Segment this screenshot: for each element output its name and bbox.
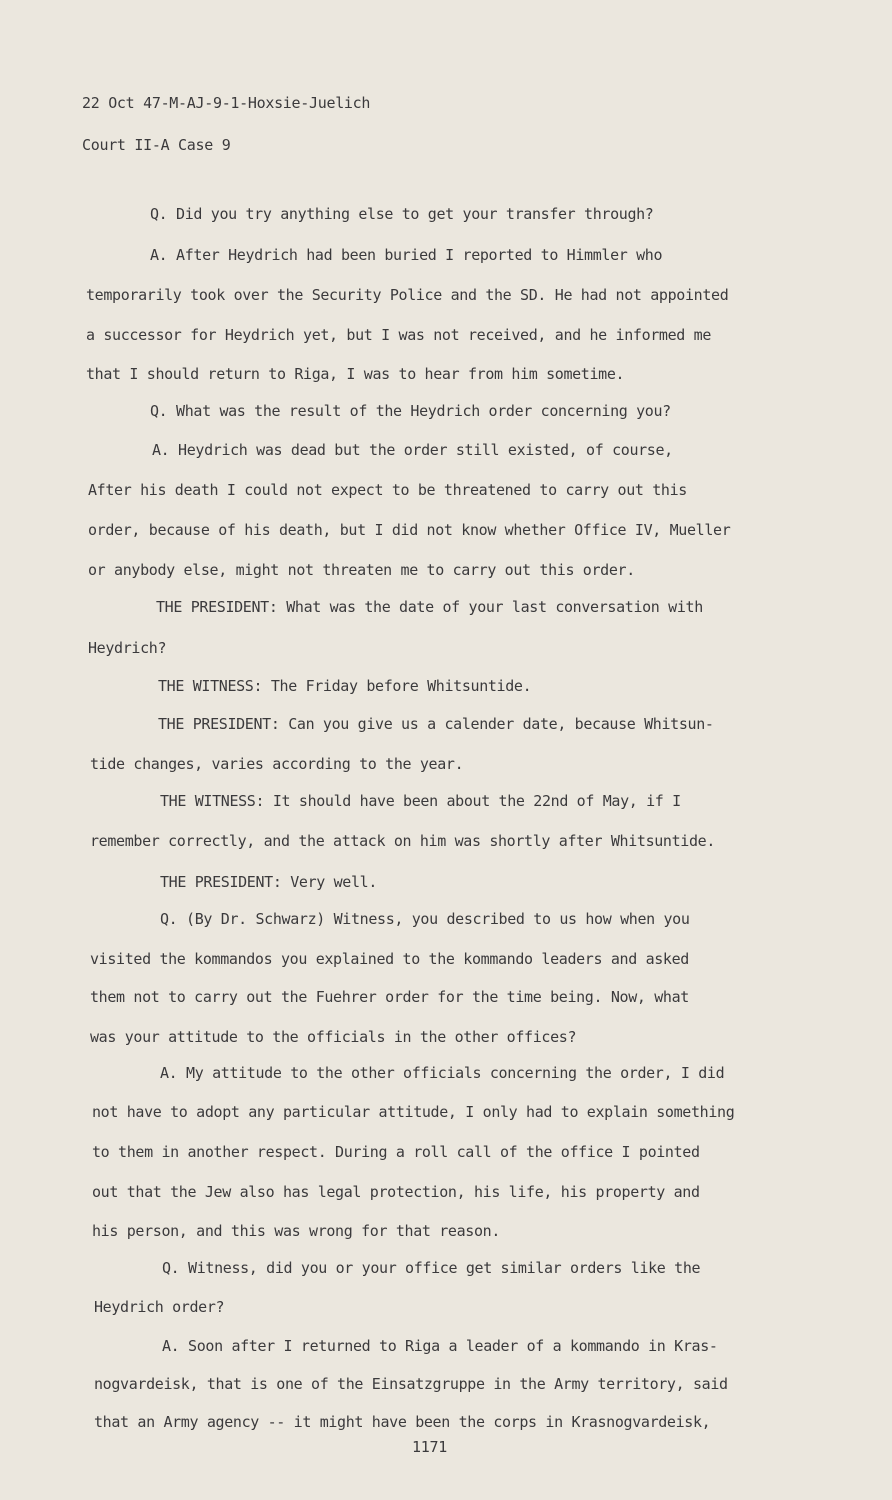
transcript-line: that I should return to Riga, I was to hear from him sometime. xyxy=(86,365,625,383)
court-case-line: Court II-A Case 9 xyxy=(82,136,231,154)
transcript-line: Q. What was the result of the Heydrich order concerning you? xyxy=(150,402,671,420)
transcript-line: THE WITNESS: It should have been about the 22nd of May, if I xyxy=(160,792,681,810)
page-number: 1171 xyxy=(412,1438,447,1456)
transcript-line: out that the Jew also has legal protection, his life, his property and xyxy=(92,1183,700,1201)
transcript-line: After his death I could not expect to be threatened to carry out this xyxy=(88,481,687,499)
transcript-line: his person, and this was wrong for that reason. xyxy=(92,1222,500,1240)
transcript-line: order, because of his death, but I did not know whether Office IV, Mueller xyxy=(88,521,731,539)
transcript-line: temporarily took over the Security Police and the SD. He had not appointed xyxy=(86,286,729,304)
transcript-line: Q. (By Dr. Schwarz) Witness, you described to us how when you xyxy=(160,910,690,928)
transcript-line: Heydrich? xyxy=(88,639,167,657)
transcript-line: A. My attitude to the other officials concerning the order, I did xyxy=(160,1064,725,1082)
transcript-line: nogvardeisk, that is one of the Einsatzgruppe in the Army territory, said xyxy=(94,1375,728,1393)
transcript-line: Heydrich order? xyxy=(94,1298,225,1316)
transcript-line: THE PRESIDENT: Can you give us a calender date, because Whitsun- xyxy=(158,715,714,733)
document-reference: 22 Oct 47-M-AJ-9-1-Hoxsie-Juelich xyxy=(82,94,371,112)
transcript-line: THE PRESIDENT: Very well. xyxy=(160,873,378,891)
transcript-line: A. Soon after I returned to Riga a leader of a kommando in Kras- xyxy=(162,1337,718,1355)
transcript-line: or anybody else, might not threaten me to carry out this order. xyxy=(88,561,635,579)
transcript-line: A. After Heydrich had been buried I reported to Himmler who xyxy=(150,246,663,264)
transcript-line: visited the kommandos you explained to the kommando leaders and asked xyxy=(90,950,689,968)
transcript-line: tide changes, varies according to the year. xyxy=(90,755,464,773)
transcript-line: Q. Witness, did you or your office get similar orders like the xyxy=(162,1259,701,1277)
transcript-line: was your attitude to the officials in the other offices? xyxy=(90,1028,577,1046)
transcript-line: them not to carry out the Fuehrer order for the time being. Now, what xyxy=(90,988,689,1006)
transcript-line: a successor for Heydrich yet, but I was not received, and he informed me xyxy=(86,326,712,344)
transcript-line: that an Army agency -- it might have been the corps in Krasnogvardeisk, xyxy=(94,1413,711,1431)
transcript-line: remember correctly, and the attack on him was shortly after Whitsuntide. xyxy=(90,832,716,850)
transcript-line: to them in another respect. During a roll call of the office I pointed xyxy=(92,1143,700,1161)
transcript-line: A. Heydrich was dead but the order still existed, of course, xyxy=(152,441,673,459)
transcript-line: Q. Did you try anything else to get your transfer through? xyxy=(150,205,654,223)
transcript-line: THE PRESIDENT: What was the date of your last conversation with xyxy=(156,598,703,616)
transcript-line: not have to adopt any particular attitude, I only had to explain something xyxy=(92,1103,735,1121)
transcript-line: THE WITNESS: The Friday before Whitsuntide. xyxy=(158,677,532,695)
